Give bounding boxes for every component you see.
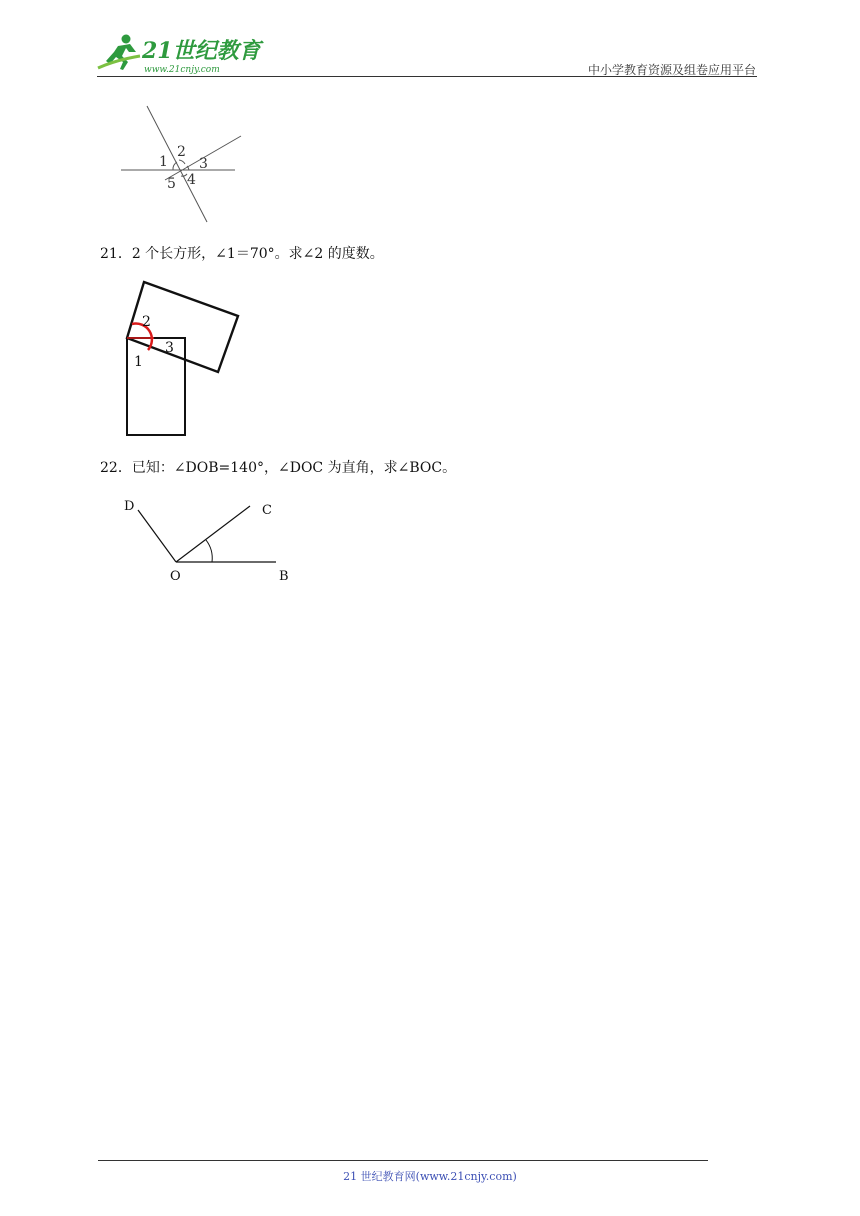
- point-label-c: C: [262, 503, 272, 518]
- angle-label: 5: [167, 176, 176, 192]
- angle-label: 1: [159, 154, 168, 170]
- figure-two-rectangles: [120, 278, 250, 446]
- figure-intersecting-lines: [115, 100, 255, 232]
- angle-label: 3: [199, 156, 208, 172]
- site-logo: [96, 30, 266, 76]
- point-label-b: B: [279, 569, 289, 584]
- angle-label: 4: [187, 172, 196, 188]
- question-number: 21．: [100, 246, 132, 262]
- footer-divider: [98, 1160, 708, 1161]
- header-divider: [97, 76, 757, 77]
- point-label-o: O: [170, 569, 181, 584]
- logo-text: 21世纪教育: [142, 38, 261, 64]
- angle-label: 2: [142, 314, 151, 330]
- runner-icon: [98, 35, 140, 71]
- question-text: 已知：∠DOB=140°，∠DOC 为直角，求∠BOC。: [131, 460, 457, 476]
- angle-label: 2: [177, 144, 186, 160]
- figure-angle-doc: [118, 492, 308, 592]
- point-label-d: D: [124, 499, 135, 514]
- question-text: 2 个长方形，∠1＝70°。求∠2 的度数。: [131, 246, 384, 262]
- header-slogan: 中小学教育资源及组卷应用平台: [587, 63, 756, 77]
- question-21: [100, 243, 384, 263]
- footer-link[interactable]: 21 世纪教育网(www.21cnjy.com): [343, 1170, 517, 1183]
- angle-label: 1: [134, 354, 143, 370]
- question-number: 22．: [100, 460, 132, 476]
- question-22: [100, 457, 456, 477]
- logo-url: www.21cnjy.com: [144, 65, 220, 75]
- angle-label: 3: [165, 340, 174, 356]
